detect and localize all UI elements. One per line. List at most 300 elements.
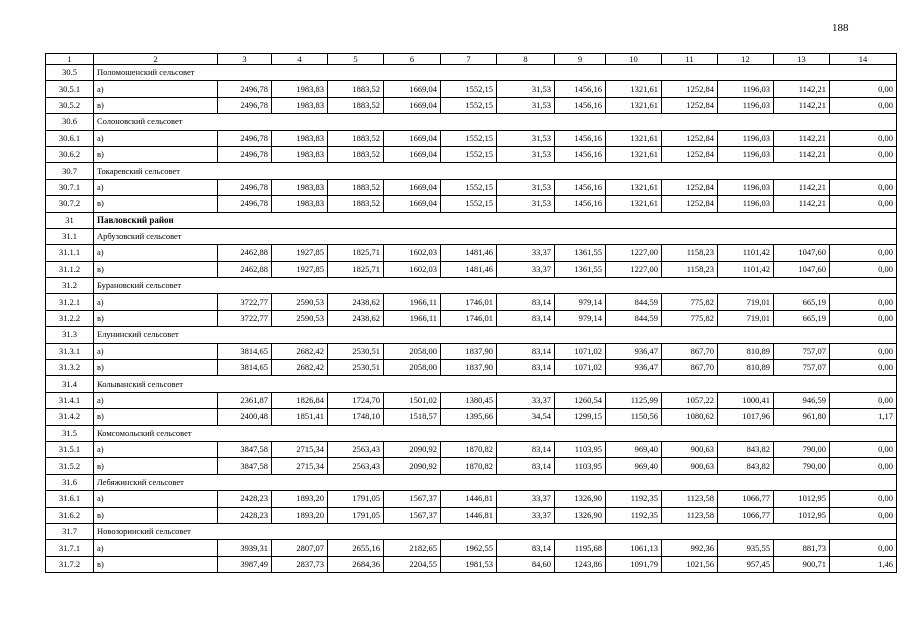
- section-row: [46, 425, 897, 441]
- value-cell: 2530,51: [328, 360, 384, 376]
- value-cell: 1361,55: [555, 261, 606, 277]
- row-code: 30.6.1: [46, 130, 94, 146]
- value-cell: 1321,61: [606, 146, 662, 162]
- value-cell: 1883,52: [328, 97, 384, 113]
- value-cell: 719,01: [718, 310, 774, 326]
- value-cell: 0,00: [830, 245, 897, 261]
- value-cell: 2496,78: [218, 179, 272, 195]
- value-cell: 1552,15: [441, 179, 497, 195]
- value-cell: 33,37: [497, 507, 555, 523]
- value-cell: 2655,16: [328, 540, 384, 556]
- value-cell: 775,82: [662, 310, 718, 326]
- value-cell: 0,00: [830, 261, 897, 277]
- section-row: [46, 523, 897, 539]
- section-row: [46, 474, 897, 490]
- value-cell: 2428,23: [218, 491, 272, 507]
- value-cell: 1552,15: [441, 97, 497, 113]
- settlement-name: Солоновский сельсовет: [94, 114, 897, 130]
- settlement-name: Елунинский сельсовет: [94, 327, 897, 343]
- value-cell: 1380,45: [441, 392, 497, 408]
- row-code: 31.5.2: [46, 458, 94, 474]
- value-cell: 83,14: [497, 310, 555, 326]
- value-cell: 1021,56: [662, 556, 718, 572]
- value-cell: 0,00: [830, 294, 897, 310]
- value-cell: 1196,03: [718, 81, 774, 97]
- value-cell: 0,00: [830, 196, 897, 212]
- value-cell: 31,53: [497, 97, 555, 113]
- value-cell: 2462,88: [218, 261, 272, 277]
- row-code: 31.7: [46, 523, 94, 539]
- row-code: 30.6.2: [46, 146, 94, 162]
- row-label: а): [94, 343, 218, 359]
- value-cell: 1321,61: [606, 130, 662, 146]
- value-cell: 2590,53: [272, 310, 328, 326]
- column-number-cell: 1: [46, 54, 94, 65]
- value-cell: 1837,90: [441, 360, 497, 376]
- table-row: [46, 441, 897, 457]
- value-cell: 1983,83: [272, 81, 328, 97]
- column-number-cell: 12: [718, 54, 774, 65]
- value-cell: 1870,82: [441, 458, 497, 474]
- value-cell: 1192,35: [606, 491, 662, 507]
- column-number-cell: 10: [606, 54, 662, 65]
- value-cell: 1196,03: [718, 146, 774, 162]
- value-cell: 1252,84: [662, 146, 718, 162]
- row-code: 31.1: [46, 228, 94, 244]
- row-label: в): [94, 261, 218, 277]
- value-cell: 2682,42: [272, 343, 328, 359]
- table-row: [46, 343, 897, 359]
- value-cell: 1927,85: [272, 245, 328, 261]
- value-cell: 1883,52: [328, 81, 384, 97]
- value-cell: 0,00: [830, 540, 897, 556]
- value-cell: 2090,92: [384, 441, 441, 457]
- column-number-cell: 3: [218, 54, 272, 65]
- value-cell: 1091,79: [606, 556, 662, 572]
- value-cell: 2462,88: [218, 245, 272, 261]
- value-cell: 2563,43: [328, 458, 384, 474]
- row-label: в): [94, 97, 218, 113]
- value-cell: 0,00: [830, 458, 897, 474]
- table-row: [46, 245, 897, 261]
- section-row: [46, 163, 897, 179]
- value-cell: 2438,62: [328, 294, 384, 310]
- value-cell: 1669,04: [384, 97, 441, 113]
- district-row: [46, 212, 897, 228]
- value-cell: 2496,78: [218, 81, 272, 97]
- row-label: а): [94, 441, 218, 457]
- value-cell: 0,00: [830, 310, 897, 326]
- value-cell: 1,46: [830, 556, 897, 572]
- table-row: [46, 507, 897, 523]
- value-cell: 1142,21: [774, 81, 830, 97]
- value-cell: 84,60: [497, 556, 555, 572]
- section-row: [46, 278, 897, 294]
- value-cell: 1501,02: [384, 392, 441, 408]
- value-cell: 1552,15: [441, 81, 497, 97]
- column-number-cell: 14: [830, 54, 897, 65]
- value-cell: 790,00: [774, 458, 830, 474]
- table-row: [46, 146, 897, 162]
- value-cell: 1983,83: [272, 196, 328, 212]
- row-code: 31.6: [46, 474, 94, 490]
- value-cell: 31,53: [497, 196, 555, 212]
- settlement-name: Лебяжинский сельсовет: [94, 474, 897, 490]
- settlement-name: Новозоринский сельсовет: [94, 523, 897, 539]
- value-cell: 1150,56: [606, 409, 662, 425]
- value-cell: 1196,03: [718, 196, 774, 212]
- row-code: 31.4.1: [46, 392, 94, 408]
- row-code: 30.7.1: [46, 179, 94, 195]
- row-code: 30.5: [46, 65, 94, 81]
- value-cell: 935,55: [718, 540, 774, 556]
- value-cell: 1851,41: [272, 409, 328, 425]
- value-cell: 1724,70: [328, 392, 384, 408]
- value-cell: 900,71: [774, 556, 830, 572]
- value-cell: 1966,11: [384, 310, 441, 326]
- value-cell: 1983,83: [272, 130, 328, 146]
- table-row: [46, 409, 897, 425]
- value-cell: 1252,84: [662, 130, 718, 146]
- value-cell: 31,53: [497, 146, 555, 162]
- row-code: 30.7.2: [46, 196, 94, 212]
- value-cell: 1196,03: [718, 179, 774, 195]
- value-cell: 1012,95: [774, 491, 830, 507]
- value-cell: 1567,37: [384, 491, 441, 507]
- row-label: а): [94, 130, 218, 146]
- row-code: 31.6.1: [46, 491, 94, 507]
- value-cell: 1927,85: [272, 261, 328, 277]
- value-cell: 83,14: [497, 360, 555, 376]
- value-cell: 2682,42: [272, 360, 328, 376]
- row-code: 31.3: [46, 327, 94, 343]
- settlement-name: Бурановский сельсовет: [94, 278, 897, 294]
- row-code: 31.4.2: [46, 409, 94, 425]
- value-cell: 1825,71: [328, 261, 384, 277]
- value-cell: 2715,34: [272, 441, 328, 457]
- value-cell: 1142,21: [774, 179, 830, 195]
- column-number-cell: 9: [555, 54, 606, 65]
- value-cell: 1321,61: [606, 179, 662, 195]
- value-cell: 1047,60: [774, 245, 830, 261]
- value-cell: 31,53: [497, 130, 555, 146]
- value-cell: 2496,78: [218, 97, 272, 113]
- value-cell: 1791,05: [328, 491, 384, 507]
- value-cell: 1481,46: [441, 261, 497, 277]
- row-code: 31.7.2: [46, 556, 94, 572]
- value-cell: 1456,16: [555, 97, 606, 113]
- column-number-cell: 11: [662, 54, 718, 65]
- value-cell: 1518,57: [384, 409, 441, 425]
- value-cell: 3722,77: [218, 294, 272, 310]
- table-row: [46, 97, 897, 113]
- table-row: [46, 81, 897, 97]
- value-cell: 1071,02: [555, 360, 606, 376]
- value-cell: 83,14: [497, 441, 555, 457]
- value-cell: 969,40: [606, 441, 662, 457]
- row-code: 31.4: [46, 376, 94, 392]
- value-cell: 900,63: [662, 458, 718, 474]
- value-cell: 83,14: [497, 294, 555, 310]
- value-cell: 0,00: [830, 81, 897, 97]
- value-cell: 1227,00: [606, 245, 662, 261]
- row-code: 31.3.1: [46, 343, 94, 359]
- district-name: Павловский район: [94, 212, 897, 228]
- value-cell: 1000,41: [718, 392, 774, 408]
- section-row: [46, 228, 897, 244]
- value-cell: 1158,23: [662, 245, 718, 261]
- value-cell: 83,14: [497, 343, 555, 359]
- value-cell: 1962,55: [441, 540, 497, 556]
- value-cell: 1,17: [830, 409, 897, 425]
- value-cell: 2837,73: [272, 556, 328, 572]
- value-cell: 1012,95: [774, 507, 830, 523]
- value-cell: 2058,00: [384, 360, 441, 376]
- value-cell: 844,59: [606, 310, 662, 326]
- value-cell: 2058,00: [384, 343, 441, 359]
- value-cell: 1481,46: [441, 245, 497, 261]
- tariff-table: [45, 53, 897, 573]
- value-cell: 1981,53: [441, 556, 497, 572]
- table-row: [46, 196, 897, 212]
- table-row: [46, 310, 897, 326]
- value-cell: 0,00: [830, 179, 897, 195]
- row-label: а): [94, 491, 218, 507]
- settlement-name: Поломошенский сельсовет: [94, 65, 897, 81]
- value-cell: 2590,53: [272, 294, 328, 310]
- value-cell: 2715,34: [272, 458, 328, 474]
- value-cell: 3987,49: [218, 556, 272, 572]
- value-cell: 867,70: [662, 343, 718, 359]
- row-label: а): [94, 540, 218, 556]
- row-label: в): [94, 146, 218, 162]
- value-cell: 936,47: [606, 343, 662, 359]
- table-row: [46, 360, 897, 376]
- value-cell: 33,37: [497, 392, 555, 408]
- value-cell: 1321,61: [606, 196, 662, 212]
- value-cell: 1602,03: [384, 245, 441, 261]
- row-code: 31.7.1: [46, 540, 94, 556]
- value-cell: 1669,04: [384, 130, 441, 146]
- value-cell: 1446,81: [441, 507, 497, 523]
- value-cell: 3939,31: [218, 540, 272, 556]
- value-cell: 2438,62: [328, 310, 384, 326]
- value-cell: 1047,60: [774, 261, 830, 277]
- value-cell: 1243,86: [555, 556, 606, 572]
- row-code: 30.7: [46, 163, 94, 179]
- value-cell: 1552,15: [441, 146, 497, 162]
- settlement-name: Комсомольский сельсовет: [94, 425, 897, 441]
- row-label: в): [94, 310, 218, 326]
- value-cell: 1017,96: [718, 409, 774, 425]
- value-cell: 1826,84: [272, 392, 328, 408]
- value-cell: 1446,81: [441, 491, 497, 507]
- value-cell: 1103,95: [555, 441, 606, 457]
- value-cell: 810,89: [718, 360, 774, 376]
- value-cell: 1456,16: [555, 130, 606, 146]
- value-cell: 1142,21: [774, 130, 830, 146]
- value-cell: 2496,78: [218, 146, 272, 162]
- value-cell: 0,00: [830, 441, 897, 457]
- row-code: 30.6: [46, 114, 94, 130]
- value-cell: 900,63: [662, 441, 718, 457]
- row-code: 31.2.1: [46, 294, 94, 310]
- section-row: [46, 327, 897, 343]
- value-cell: 1870,82: [441, 441, 497, 457]
- value-cell: 1321,61: [606, 81, 662, 97]
- table-body: [46, 54, 897, 573]
- value-cell: 1196,03: [718, 130, 774, 146]
- value-cell: 867,70: [662, 360, 718, 376]
- value-cell: 1893,20: [272, 507, 328, 523]
- value-cell: 757,07: [774, 343, 830, 359]
- value-cell: 2361,87: [218, 392, 272, 408]
- value-cell: 1061,13: [606, 540, 662, 556]
- value-cell: 719,01: [718, 294, 774, 310]
- value-cell: 1669,04: [384, 196, 441, 212]
- table-row: [46, 179, 897, 195]
- value-cell: 0,00: [830, 392, 897, 408]
- value-cell: 1669,04: [384, 81, 441, 97]
- row-label: а): [94, 81, 218, 97]
- value-cell: 3722,77: [218, 310, 272, 326]
- row-code: 31.2.2: [46, 310, 94, 326]
- column-number-cell: 4: [272, 54, 328, 65]
- value-cell: 1142,21: [774, 146, 830, 162]
- value-cell: 0,00: [830, 130, 897, 146]
- value-cell: 1123,58: [662, 507, 718, 523]
- value-cell: 0,00: [830, 507, 897, 523]
- value-cell: 946,59: [774, 392, 830, 408]
- value-cell: 1252,84: [662, 97, 718, 113]
- value-cell: 1326,90: [555, 491, 606, 507]
- value-cell: 83,14: [497, 458, 555, 474]
- value-cell: 1057,22: [662, 392, 718, 408]
- value-cell: 2807,07: [272, 540, 328, 556]
- value-cell: 757,07: [774, 360, 830, 376]
- value-cell: 1552,15: [441, 130, 497, 146]
- value-cell: 1158,23: [662, 261, 718, 277]
- value-cell: 0,00: [830, 343, 897, 359]
- value-cell: 1142,21: [774, 97, 830, 113]
- value-cell: 2182,65: [384, 540, 441, 556]
- row-code: 31.1.1: [46, 245, 94, 261]
- value-cell: 1983,83: [272, 179, 328, 195]
- value-cell: 1123,58: [662, 491, 718, 507]
- value-cell: 843,82: [718, 441, 774, 457]
- value-cell: 1837,90: [441, 343, 497, 359]
- row-label: в): [94, 360, 218, 376]
- value-cell: 1567,37: [384, 507, 441, 523]
- page-number: 188: [832, 22, 849, 34]
- value-cell: 1125,99: [606, 392, 662, 408]
- row-code: 31.1.2: [46, 261, 94, 277]
- value-cell: 33,37: [497, 245, 555, 261]
- value-cell: 1361,55: [555, 245, 606, 261]
- row-label: в): [94, 409, 218, 425]
- value-cell: 3814,65: [218, 360, 272, 376]
- value-cell: 1080,62: [662, 409, 718, 425]
- value-cell: 665,19: [774, 310, 830, 326]
- value-cell: 881,73: [774, 540, 830, 556]
- value-cell: 1983,83: [272, 146, 328, 162]
- column-number-cell: 7: [441, 54, 497, 65]
- value-cell: 0,00: [830, 360, 897, 376]
- value-cell: 1456,16: [555, 179, 606, 195]
- value-cell: 992,36: [662, 540, 718, 556]
- settlement-name: Арбузовский сельсовет: [94, 228, 897, 244]
- value-cell: 33,37: [497, 491, 555, 507]
- value-cell: 1252,84: [662, 179, 718, 195]
- value-cell: 2496,78: [218, 196, 272, 212]
- value-cell: 969,40: [606, 458, 662, 474]
- value-cell: 3847,58: [218, 441, 272, 457]
- row-code: 31.2: [46, 278, 94, 294]
- value-cell: 1791,05: [328, 507, 384, 523]
- value-cell: 810,89: [718, 343, 774, 359]
- value-cell: 790,00: [774, 441, 830, 457]
- table-row: [46, 392, 897, 408]
- value-cell: 1456,16: [555, 146, 606, 162]
- value-cell: 1983,83: [272, 97, 328, 113]
- value-cell: 1101,42: [718, 261, 774, 277]
- value-cell: 1321,61: [606, 97, 662, 113]
- value-cell: 1192,35: [606, 507, 662, 523]
- settlement-name: Токаревский сельсовет: [94, 163, 897, 179]
- value-cell: 3814,65: [218, 343, 272, 359]
- value-cell: 1669,04: [384, 179, 441, 195]
- value-cell: 0,00: [830, 146, 897, 162]
- column-number-cell: 13: [774, 54, 830, 65]
- value-cell: 961,80: [774, 409, 830, 425]
- value-cell: 1260,54: [555, 392, 606, 408]
- table-row: [46, 556, 897, 572]
- section-row: [46, 65, 897, 81]
- value-cell: 83,14: [497, 540, 555, 556]
- row-code: 31.5.1: [46, 441, 94, 457]
- value-cell: 1326,90: [555, 507, 606, 523]
- value-cell: 1825,71: [328, 245, 384, 261]
- value-cell: 1883,52: [328, 179, 384, 195]
- value-cell: 1748,10: [328, 409, 384, 425]
- value-cell: 2428,23: [218, 507, 272, 523]
- row-label: в): [94, 507, 218, 523]
- column-number-cell: 5: [328, 54, 384, 65]
- value-cell: 0,00: [830, 97, 897, 113]
- value-cell: 1883,52: [328, 146, 384, 162]
- value-cell: 2204,55: [384, 556, 441, 572]
- value-cell: 1893,20: [272, 491, 328, 507]
- row-label: в): [94, 196, 218, 212]
- value-cell: 2400,48: [218, 409, 272, 425]
- table-row: [46, 261, 897, 277]
- value-cell: 31,53: [497, 179, 555, 195]
- row-code: 30.5.1: [46, 81, 94, 97]
- value-cell: 1883,52: [328, 196, 384, 212]
- table-row: [46, 540, 897, 556]
- value-cell: 1252,84: [662, 81, 718, 97]
- column-number-cell: 8: [497, 54, 555, 65]
- value-cell: 2684,36: [328, 556, 384, 572]
- value-cell: 1299,15: [555, 409, 606, 425]
- row-label: а): [94, 245, 218, 261]
- table-row: [46, 458, 897, 474]
- section-row: [46, 376, 897, 392]
- value-cell: 1227,00: [606, 261, 662, 277]
- row-label: а): [94, 294, 218, 310]
- value-cell: 31,53: [497, 81, 555, 97]
- value-cell: 1196,03: [718, 97, 774, 113]
